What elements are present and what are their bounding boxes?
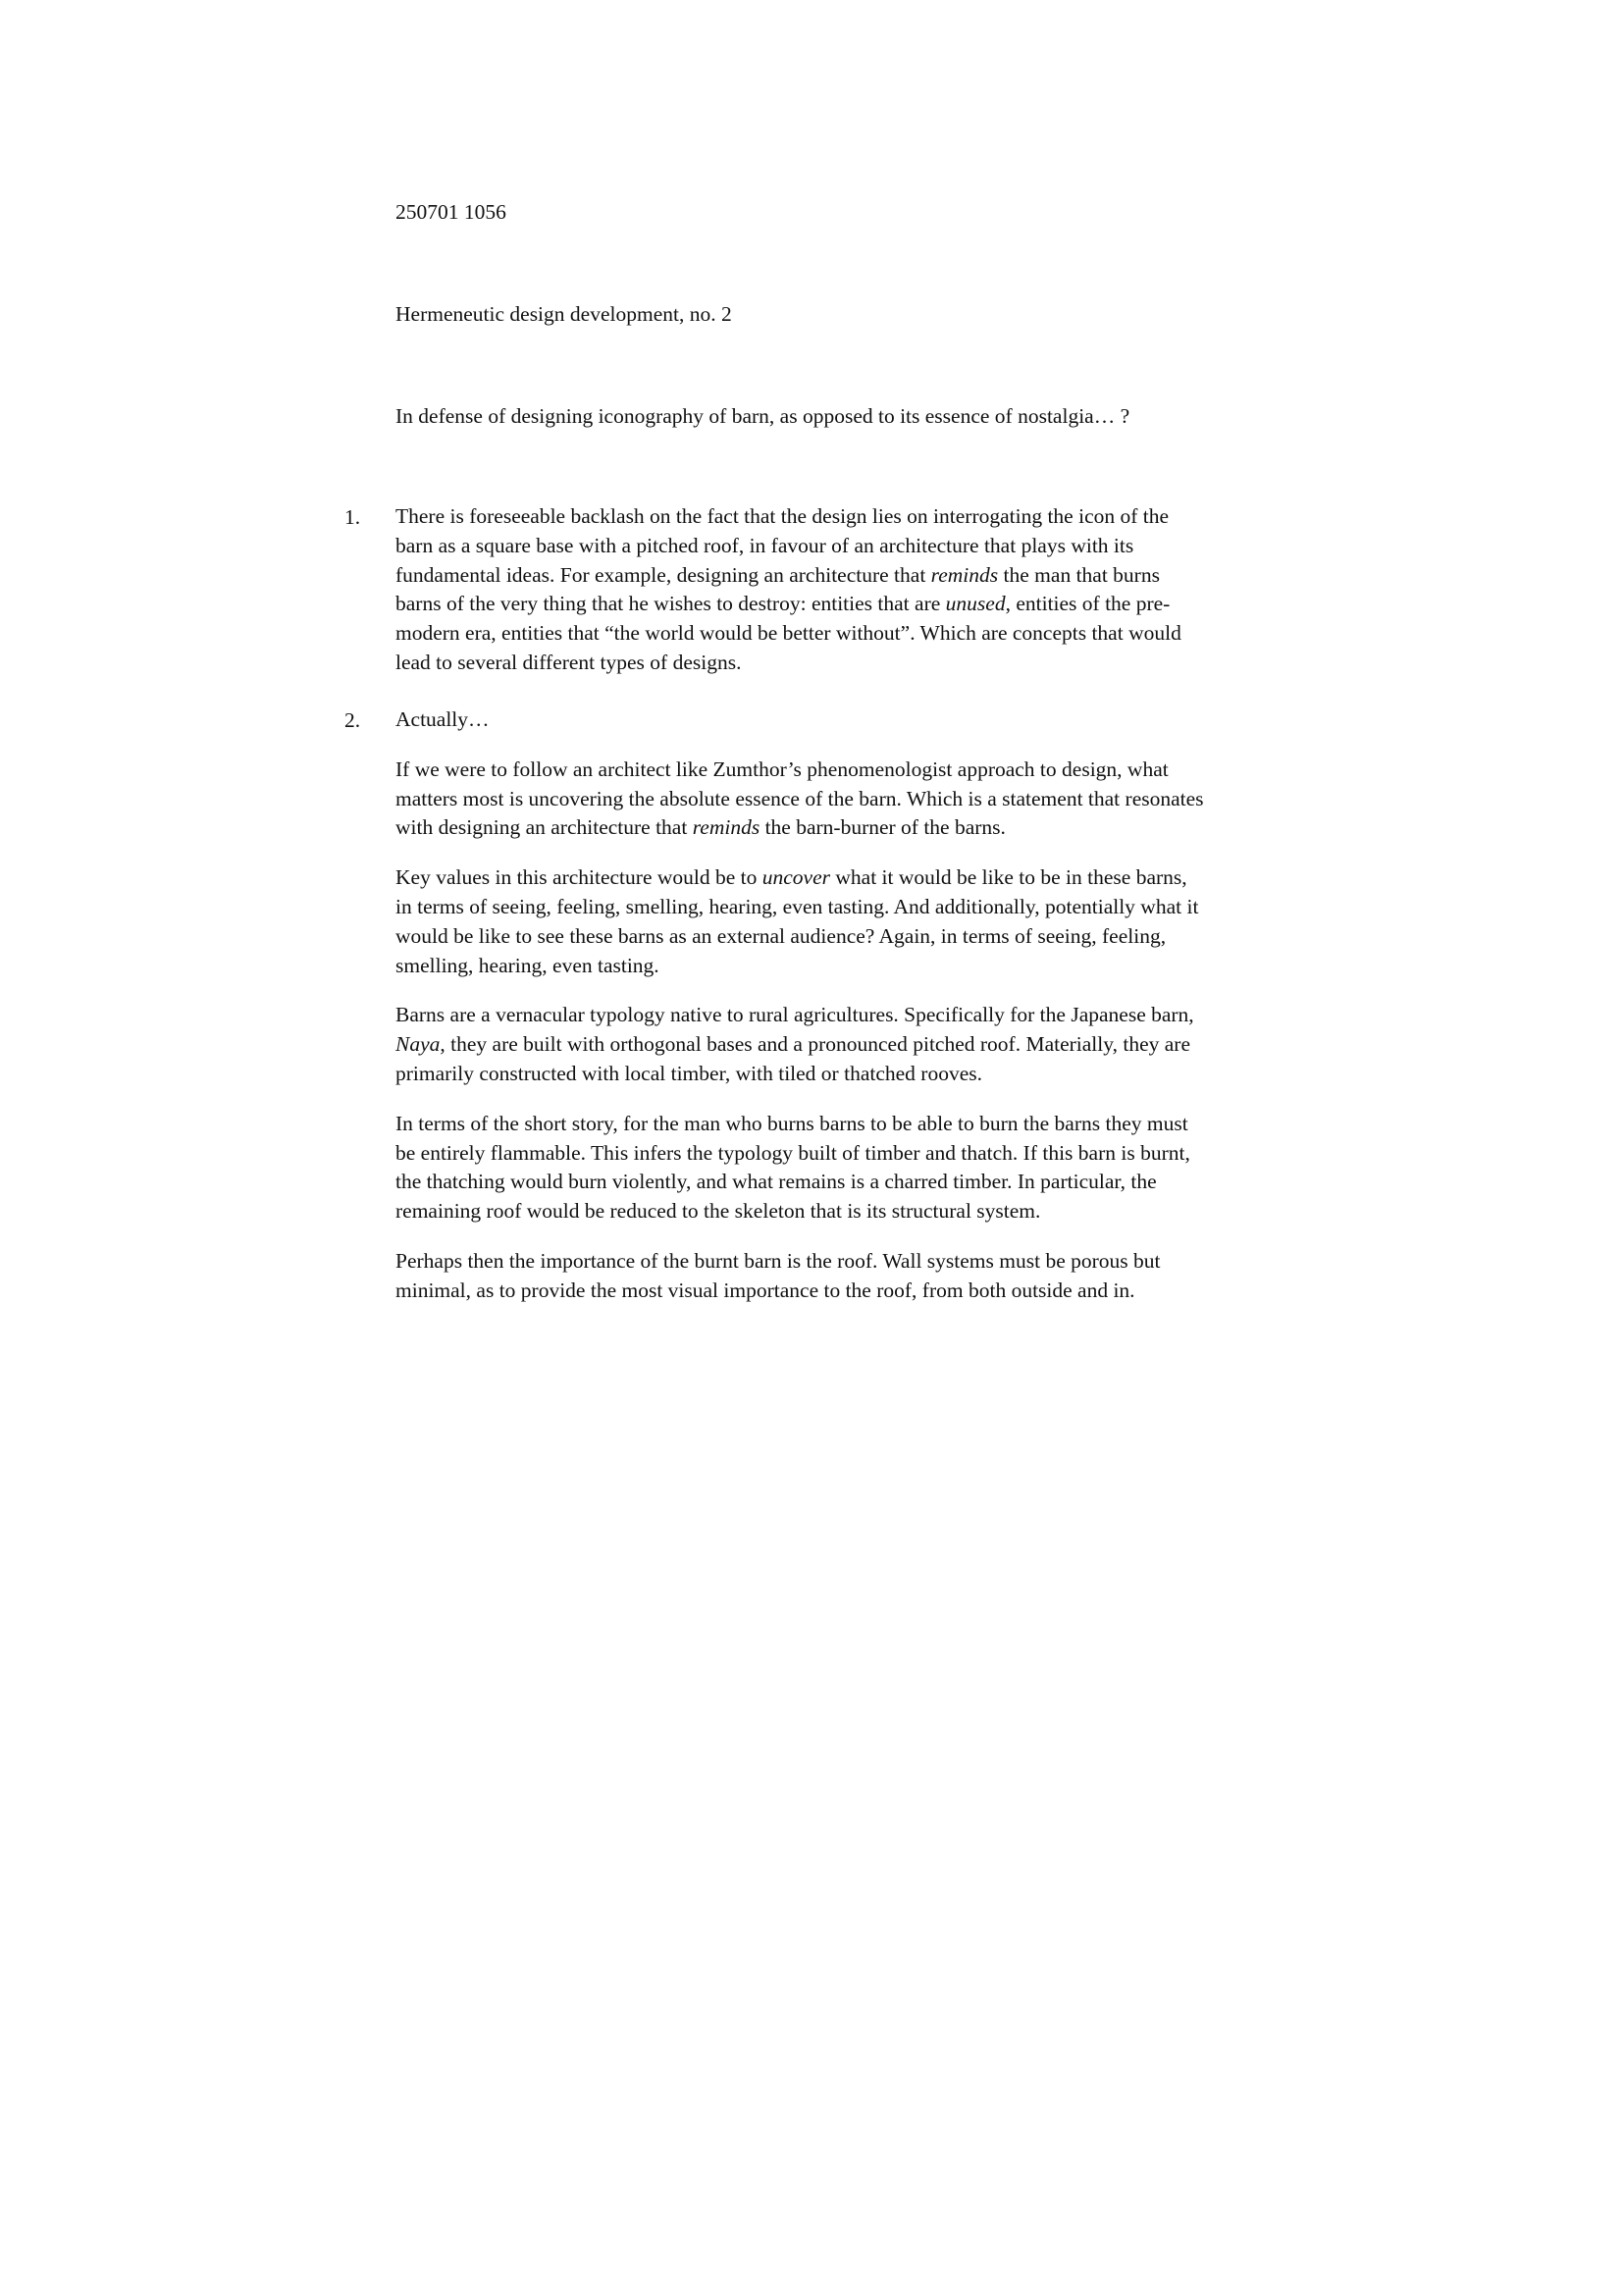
emphasized-word: uncover: [761, 865, 831, 890]
text-line: Key values in this architecture would be to uncover what it would be like to be in these barns,: [395, 865, 1187, 890]
text-line: barns of the very thing that he wishes to destroy: entities that are unused, entities of the pre-: [395, 592, 1171, 616]
document-id: 250701 1056: [395, 200, 506, 224]
text-line: in terms of seeing, feeling, smelling, hearing, even tasting. And additionally, potentially what it: [395, 894, 1199, 918]
text-line: would be like to see these barns as an external audience? Again, in terms of seeing, feeling,: [395, 923, 1167, 948]
list-item-number: 2.: [344, 708, 361, 732]
text-line: Barns are a vernacular typology native to rural agricultures. Specifically for the Japanese barn,: [395, 1003, 1194, 1027]
paragraph: [395, 502, 1247, 678]
paragraph: [395, 756, 1247, 843]
document-title: Hermeneutic design development, no. 2: [395, 302, 732, 326]
text-line: matters most is uncovering the absolute essence of the barn. Which is a statement that resonates: [395, 786, 1204, 810]
text-line: Naya, they are built with orthogonal bases and a pronounced pitched roof. Materially, they are: [395, 1032, 1190, 1057]
paragraph: [395, 1247, 1247, 1306]
emphasized-word: reminds: [930, 562, 999, 587]
text-line: primarily constructed with local timber, with tiled or thatched rooves.: [395, 1061, 982, 1085]
list-item-body: [395, 705, 1247, 1306]
document-question: In defense of designing iconography of barn, as opposed to its essence of nostalgia… ?: [395, 404, 1130, 428]
text-line: remaining roof would be reduced to the skeleton that is its structural system.: [395, 1199, 1041, 1224]
paragraph: [395, 1110, 1247, 1226]
text-line: with designing an architecture that reminds the barn-burner of the barns.: [395, 815, 1006, 840]
text-line: barn as a square base with a pitched roof, in favour of an architecture that plays with its: [395, 533, 1134, 557]
list-item-number: 1.: [344, 505, 361, 529]
text-line: In terms of the short story, for the man who burns barns to be able to burn the barns they must: [395, 1111, 1188, 1135]
emphasized-word: Naya: [395, 1032, 441, 1057]
text-line: smelling, hearing, even tasting.: [395, 953, 659, 977]
paragraph: [395, 863, 1247, 980]
list-item-body: [395, 502, 1247, 678]
list-item-intro: Actually…: [395, 707, 490, 731]
text-line: modern era, entities that “the world would be better without”. Which are concepts that would: [395, 621, 1181, 646]
text-line: minimal, as to provide the most visual importance to the roof, from both outside and in.: [395, 1278, 1135, 1302]
text-line: There is foreseeable backlash on the fact that the design lies on interrogating the icon of the: [395, 504, 1170, 528]
emphasized-word: reminds: [692, 815, 760, 840]
paragraph: [395, 1001, 1247, 1088]
text-line: If we were to follow an architect like Zumthor’s phenomenologist approach to design, what: [395, 756, 1169, 781]
text-line: lead to several different types of designs.: [395, 650, 742, 674]
text-line: be entirely flammable. This infers the typology built of timber and thatch. If this barn is burnt,: [395, 1140, 1190, 1165]
text-line: Perhaps then the importance of the burnt barn is the roof. Wall systems must be porous but: [395, 1248, 1161, 1273]
text-line: the thatching would burn violently, and what remains is a charred timber. In particular, the: [395, 1170, 1157, 1194]
text-line: fundamental ideas. For example, designing an architecture that reminds the man that burns: [395, 562, 1160, 587]
emphasized-word: unused: [945, 592, 1006, 616]
